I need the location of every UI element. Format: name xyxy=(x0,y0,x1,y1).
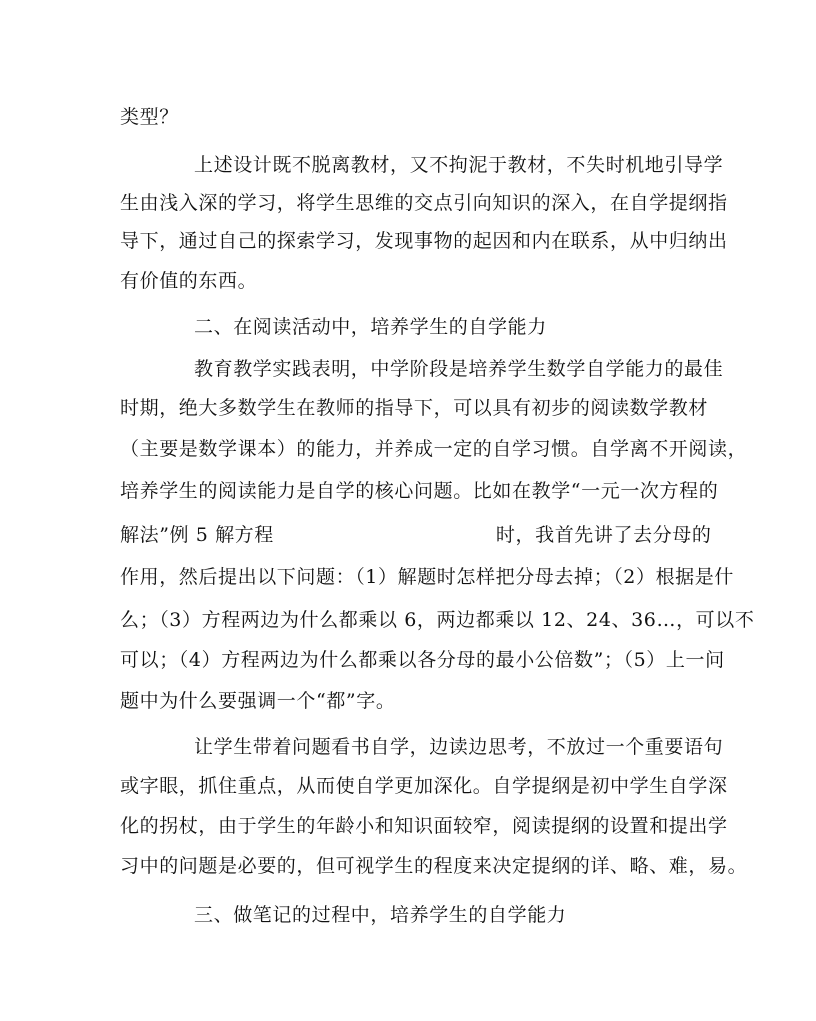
paragraph-first-line: 让学生带着问题看书自学，边读边思考，不放过一个重要语句 xyxy=(194,736,724,758)
text-line: 化的拐杖，由于学生的年龄小和知识面较窄，阅读提纲的设置和提出学 xyxy=(120,815,728,837)
paragraph-first-line: 上述设计既不脱离教材，又不拘泥于教材，不失时机地引导学 xyxy=(194,154,724,176)
text-line: 类型？ xyxy=(120,106,179,128)
paragraph-first-line: 教育教学实践表明，中学阶段是培养学生数学自学能力的最佳 xyxy=(194,358,724,380)
text-line: （主要是数学课本）的能力，并养成一定的自学习惯。自学离不开阅读， xyxy=(120,438,748,460)
text-line-with-equation-gap xyxy=(120,522,712,548)
text-line: 有价值的东西。 xyxy=(120,270,258,292)
text-line: 时期，绝大多数学生在教师的指导下，可以具有初步的阅读数学教材 xyxy=(120,397,709,419)
text-line: 培养学生的阅读能力是自学的核心问题。比如在教学“一元一次方程的 xyxy=(120,480,719,502)
text-line: 作用，然后提出以下问题：（1）解题时怎样把分母去掉；（2）根据是什 xyxy=(120,566,734,588)
text-line: 导下，通过自己的探索学习，发现事物的起因和内在联系，从中归纳出 xyxy=(120,230,728,252)
text-line: 么；（3）方程两边为什么都乘以 6，两边都乘以 12、24、36…，可以不 xyxy=(120,609,755,631)
text-line: 生由浅入深的学习，将学生思维的交点引向知识的深入，在自学提纲指 xyxy=(120,192,728,214)
text-segment: 解法”例 5 解方程 xyxy=(120,524,274,546)
text-line: 题中为什么要强调一个“都”字。 xyxy=(120,690,396,712)
text-segment: 时，我首先讲了去分母的 xyxy=(495,524,712,546)
text-line: 可以；（4）方程两边为什么都乘以各分母的最小公倍数”；（5）上一问 xyxy=(120,649,725,671)
section-heading: 三、做笔记的过程中，培养学生的自学能力 xyxy=(194,904,567,926)
text-line: 习中的问题是必要的，但可视学生的程度来决定提纲的详、略、难，易。 xyxy=(120,855,748,877)
section-heading: 二、在阅读活动中，培养学生的自学能力 xyxy=(194,316,547,338)
text-line: 或字眼，抓住重点，从而使自学更加深化。自学提纲是初中学生自学深 xyxy=(120,775,728,797)
